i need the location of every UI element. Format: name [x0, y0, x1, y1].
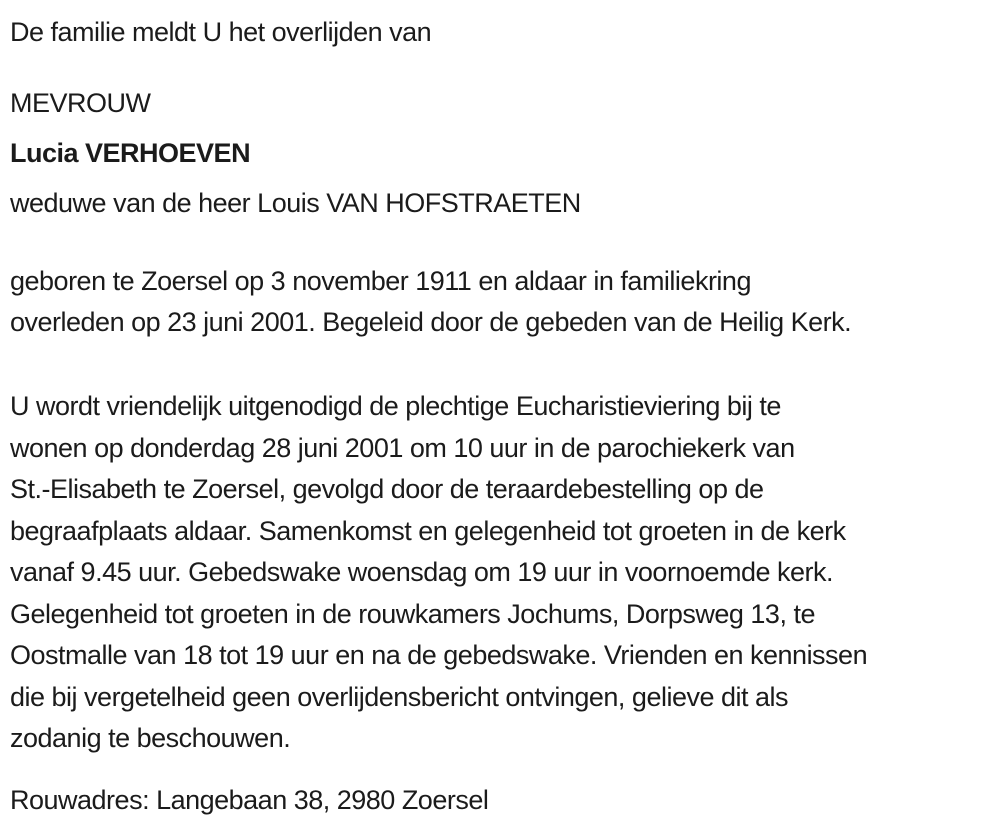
deceased-block	[10, 78, 996, 228]
text-line: vanaf 9.45 uur. Gebedswake woensdag om 19 uur in voornoemde kerk.	[10, 557, 834, 587]
text-line: die bij vergetelheid geen overlijdensbericht ontvingen, gelieve dit als	[10, 681, 789, 712]
mourning-address: Rouwadres: Langebaan 38, 2980 Zoersel	[10, 784, 489, 815]
deceased-name: Lucia VERHOEVEN	[10, 138, 251, 168]
ceremony-paragraph	[10, 386, 996, 760]
text-line: U wordt vriendelijk uitgenodigd de plechtige Eucharistieviering bij te	[10, 391, 781, 421]
text-line: geboren te Zoersel op 3 november 1911 en aldaar in familiekring	[10, 266, 751, 296]
text-line: Oostmalle van 18 tot 19 uur en na de gebedswake. Vrienden en kennissen	[10, 640, 868, 670]
birth-death-paragraph	[10, 261, 996, 343]
text-line: begraafplaats aldaar. Samenkomst en gelegenheid tot groeten in de kerk	[10, 515, 846, 546]
text-line: wonen op donderdag 28 juni 2001 om 10 uur in de parochiekerk van	[10, 432, 795, 463]
salutation: MEVROUW	[10, 88, 151, 118]
text-line: St.-Elisabeth te Zoersel, gevolgd door de teraardebestelling op de	[10, 474, 764, 504]
text-line: overleden op 23 juni 2001. Begeleid door de gebeden van de Heilig Kerk.	[10, 307, 852, 337]
widow-relation: weduwe van de heer Louis VAN HOFSTRAETEN	[10, 188, 581, 218]
text-line: Gelegenheid tot groeten in de rouwkamers Jochums, Dorpsweg 13, te	[10, 598, 815, 629]
intro-line: De familie meldt U het overlijden van	[10, 17, 432, 47]
text-line: zodanig te beschouwen.	[10, 723, 291, 753]
